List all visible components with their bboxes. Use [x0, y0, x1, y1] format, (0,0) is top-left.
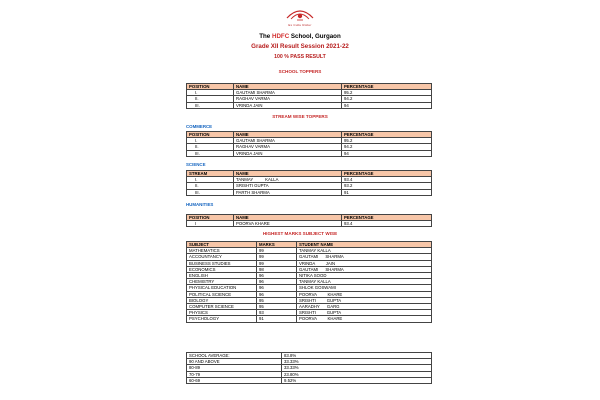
table-cell: POSITION [187, 84, 234, 90]
table-cell: I [187, 221, 234, 227]
table-cell: 95.2 [342, 138, 432, 144]
table-cell: NAME [234, 132, 342, 138]
table-cell: POSITION [187, 132, 234, 138]
table-cell: RAGHAV VARMA [234, 96, 342, 102]
table-cell: VRINDA JAIN [234, 150, 342, 156]
commerce-label: COMMERCE [186, 124, 213, 129]
table-cell: I. [187, 177, 234, 183]
table-cell: 93.4 [342, 221, 432, 227]
table-row [187, 150, 432, 156]
table-cell: POLITICAL SCIENCE [187, 291, 257, 297]
table-cell: CHEMISTRY [187, 279, 257, 285]
table-cell: PERCENTAGE [342, 84, 432, 90]
logo-motto: Ex Cultu Robur [288, 23, 312, 27]
pass-result: 100 % PASS RESULT [274, 54, 326, 60]
table-cell: ENGLISH [187, 273, 257, 279]
school-toppers-table [186, 83, 432, 109]
subject-wise-title: HIGHEST MARKS SUBJECT WISE [262, 231, 338, 236]
table-cell: 94.2 [342, 144, 432, 150]
table-cell: II. [187, 183, 234, 189]
table-cell: 96 [257, 285, 297, 291]
commerce-toppers-table [186, 131, 432, 157]
table-cell: 80-89 [187, 365, 282, 371]
table-cell: PHYSICAL EDUCATION [187, 285, 257, 291]
table-cell: 93 [257, 310, 297, 316]
table-cell: 91 [257, 316, 297, 322]
table-cell: 90 AND ABOVE [187, 359, 282, 365]
table-cell: 98 [257, 266, 297, 272]
table-cell: MATHEMATICS [187, 248, 257, 254]
table-cell: PERCENTAGE [342, 171, 432, 177]
table-cell: TANMAY KALLA [297, 248, 432, 254]
table-cell: 95.2 [342, 90, 432, 96]
table-cell: MARKS [257, 242, 297, 248]
table-row [187, 189, 432, 195]
table-row [187, 377, 432, 383]
table-cell: I. [187, 138, 234, 144]
table-cell: PHYSICS [187, 310, 257, 316]
table-cell: ECONOMICS [187, 266, 257, 272]
table-cell: GAUTAMI SHARMA [297, 266, 432, 272]
table-cell: NAME [234, 215, 342, 221]
table-cell: 96 [257, 273, 297, 279]
table-cell: GAUTAMI SHARMA [234, 90, 342, 96]
table-cell: 99 [257, 260, 297, 266]
table-cell: TANMAY KALLA [234, 177, 342, 183]
table-cell: SHLOK GOSWAMI [297, 285, 432, 291]
table-cell: 99 [257, 248, 297, 254]
table-cell: VRINDA JAIN [234, 102, 342, 108]
science-toppers-table [186, 170, 432, 196]
table-cell: SUBJECT [187, 242, 257, 248]
table-cell: GAUTAMI SHARMA [297, 254, 432, 260]
table-cell: PSYCHOLOGY [187, 316, 257, 322]
table-cell: BIOLOGY [187, 297, 257, 303]
table-cell: BUSINESS STUDIES [187, 260, 257, 266]
table-cell: PARTH SHARMA [234, 189, 342, 195]
table-cell: 9.52% [282, 377, 432, 383]
table-cell: STUDENT NAME [297, 242, 432, 248]
table-cell: SRISHTI GUPTA [234, 183, 342, 189]
table-cell: 70-79 [187, 371, 282, 377]
grade-title: Grade XII Result Session 2021-22 [251, 43, 349, 50]
table-cell: 96 [257, 279, 297, 285]
table-cell: SRISHTI GUPTA [297, 297, 432, 303]
table-cell: SRISHTI GUPTA [297, 310, 432, 316]
table-cell: VRINDA JAIN [297, 260, 432, 266]
table-cell: III. [187, 102, 234, 108]
table-cell: RAGHAV VARMA [234, 144, 342, 150]
school-name: The HDFC School, Gurgaon [259, 33, 341, 40]
humanities-label: HUMANITIES [186, 202, 214, 207]
table-cell: NITIKA SOOD [297, 273, 432, 279]
table-cell: I. [187, 90, 234, 96]
table-cell: 94 [342, 150, 432, 156]
table-cell: 33.33% [282, 359, 432, 365]
table-cell: 23.80% [282, 371, 432, 377]
humanities-toppers-table [186, 214, 432, 227]
table-cell: 94.2 [342, 96, 432, 102]
table-cell: SCHOOL AVERAGE: [187, 353, 282, 359]
stream-toppers-title: STREAM WISE TOPPERS [272, 114, 328, 119]
table-row [187, 316, 432, 322]
table-cell: 60-69 [187, 377, 282, 383]
table-cell: COMPUTER SCIENCE [187, 304, 257, 310]
table-cell: III. [187, 150, 234, 156]
table-cell: 95 [257, 297, 297, 303]
table-cell: POORVA KHARE [234, 221, 342, 227]
table-cell: 96 [257, 291, 297, 297]
table-cell: STREAM [187, 171, 234, 177]
table-cell: GAUTAMI SHARMA [234, 138, 342, 144]
table-row [187, 221, 432, 227]
table-cell: 91 [342, 189, 432, 195]
table-cell: POSITION [187, 215, 234, 221]
table-cell: TANMAY KALLA [297, 279, 432, 285]
table-cell: PERCENTAGE [342, 215, 432, 221]
table-cell: 95 [257, 304, 297, 310]
table-cell: POORVA KHARE [297, 316, 432, 322]
table-row [187, 102, 432, 108]
table-cell: 94 [342, 102, 432, 108]
school-crest-logo [281, 6, 319, 22]
table-cell: 99 [257, 254, 297, 260]
table-cell: 33.33% [282, 365, 432, 371]
subject-wise-table [186, 241, 432, 323]
table-cell: 83.8% [282, 353, 432, 359]
table-cell: 93.2 [342, 183, 432, 189]
school-toppers-title: SCHOOL TOPPERS [278, 69, 322, 74]
school-average-table [186, 352, 432, 384]
table-cell: II. [187, 144, 234, 150]
table-cell: PERCENTAGE [342, 132, 432, 138]
table-cell: POORVA KHARE [297, 291, 432, 297]
table-cell: 93.4 [342, 177, 432, 183]
table-cell: AARADHY GARG [297, 304, 432, 310]
table-cell: ACCOUNTANCY [187, 254, 257, 260]
table-cell: NAME [234, 84, 342, 90]
table-cell: II. [187, 96, 234, 102]
table-cell: III. [187, 189, 234, 195]
table-cell: NAME [234, 171, 342, 177]
science-label: SCIENCE [186, 162, 206, 167]
